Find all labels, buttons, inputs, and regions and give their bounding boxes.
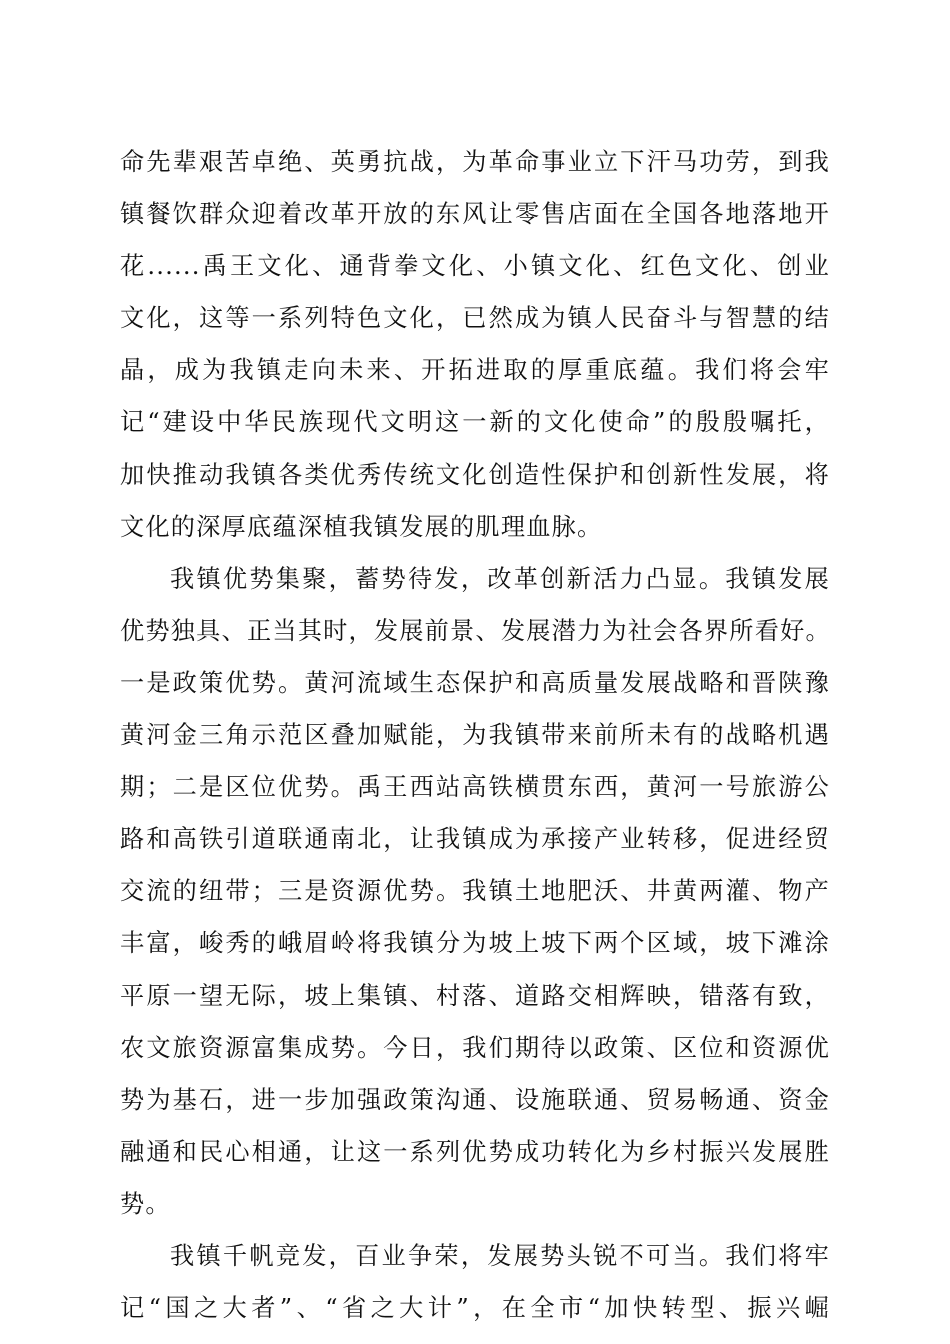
paragraph-1-line-8: 文化的深厚底蕴深植我镇发展的肌理血脉。	[120, 512, 603, 541]
paragraph-2-line-11: 势为基石，进一步加强政策沟通、设施联通、贸易畅通、资金	[120, 1085, 830, 1114]
paragraph-2-line-5: 期；二是区位优势。禹王西站高铁横贯东西，黄河一号旅游公	[120, 773, 830, 802]
paragraph-2-line-13: 势。	[120, 1189, 171, 1218]
paragraph-2-line-10: 农文旅资源富集成势。今日，我们期待以政策、区位和资源优	[120, 1033, 830, 1062]
paragraph-1-line-5: 晶，成为我镇走向未来、开拓进取的厚重底蕴。我们将会牢	[120, 356, 830, 385]
paragraph-2-line-8: 丰富，峻秀的峨眉岭将我镇分为坡上坡下两个区域，坡下滩涂	[120, 929, 830, 958]
paragraph-1-line-4: 文化，这等一系列特色文化，已然成为镇人民奋斗与智慧的结	[120, 304, 830, 333]
paragraph-3-line-1: 我镇千帆竞发，百业争荣，发展势头锐不可当。我们将牢	[170, 1241, 830, 1270]
paragraph-1-line-3: 花......禹王文化、通背拳文化、小镇文化、红色文化、创业	[120, 252, 830, 281]
document-body	[120, 136, 830, 1334]
paragraph-1-line-7: 加快推动我镇各类优秀传统文化创造性保护和创新性发展，将	[120, 460, 830, 489]
paragraph-2-line-9: 平原一望无际，坡上集镇、村落、道路交相辉映，错落有致，	[120, 981, 830, 1010]
paragraph-2-line-2: 优势独具、正当其时，发展前景、发展潜力为社会各界所看好。	[120, 616, 831, 645]
paragraph-2-line-7: 交流的纽带；三是资源优势。我镇土地肥沃、井黄两灌、物产	[120, 877, 830, 906]
paragraph-2-line-12: 融通和民心相通，让这一系列优势成功转化为乡村振兴发展胜	[120, 1137, 830, 1166]
paragraph-1-line-1: 命先辈艰苦卓绝、英勇抗战，为革命事业立下汗马功劳，到我	[120, 148, 830, 176]
paragraph-2-line-1: 我镇优势集聚，蓄势待发，改革创新活力凸显。我镇发展	[170, 564, 830, 593]
paragraph-1-line-2: 镇餐饮群众迎着改革开放的东风让零售店面在全国各地落地开	[120, 200, 830, 229]
paragraph-3-line-2: 记“国之大者”、“省之大计”，在全市“加快转型、振兴崛	[120, 1294, 830, 1323]
paragraph-2-line-4: 黄河金三角示范区叠加赋能，为我镇带来前所未有的战略机遇	[120, 721, 830, 750]
paragraph-1-line-6: 记“建设中华民族现代文明这一新的文化使命”的殷殷嘱托，	[120, 408, 830, 437]
paragraph-2-line-3: 一是政策优势。黄河流域生态保护和高质量发展战略和晋陕豫	[120, 668, 830, 697]
paragraph-2-line-6: 路和高铁引道联通南北，让我镇成为承接产业转移，促进经贸	[120, 825, 830, 854]
